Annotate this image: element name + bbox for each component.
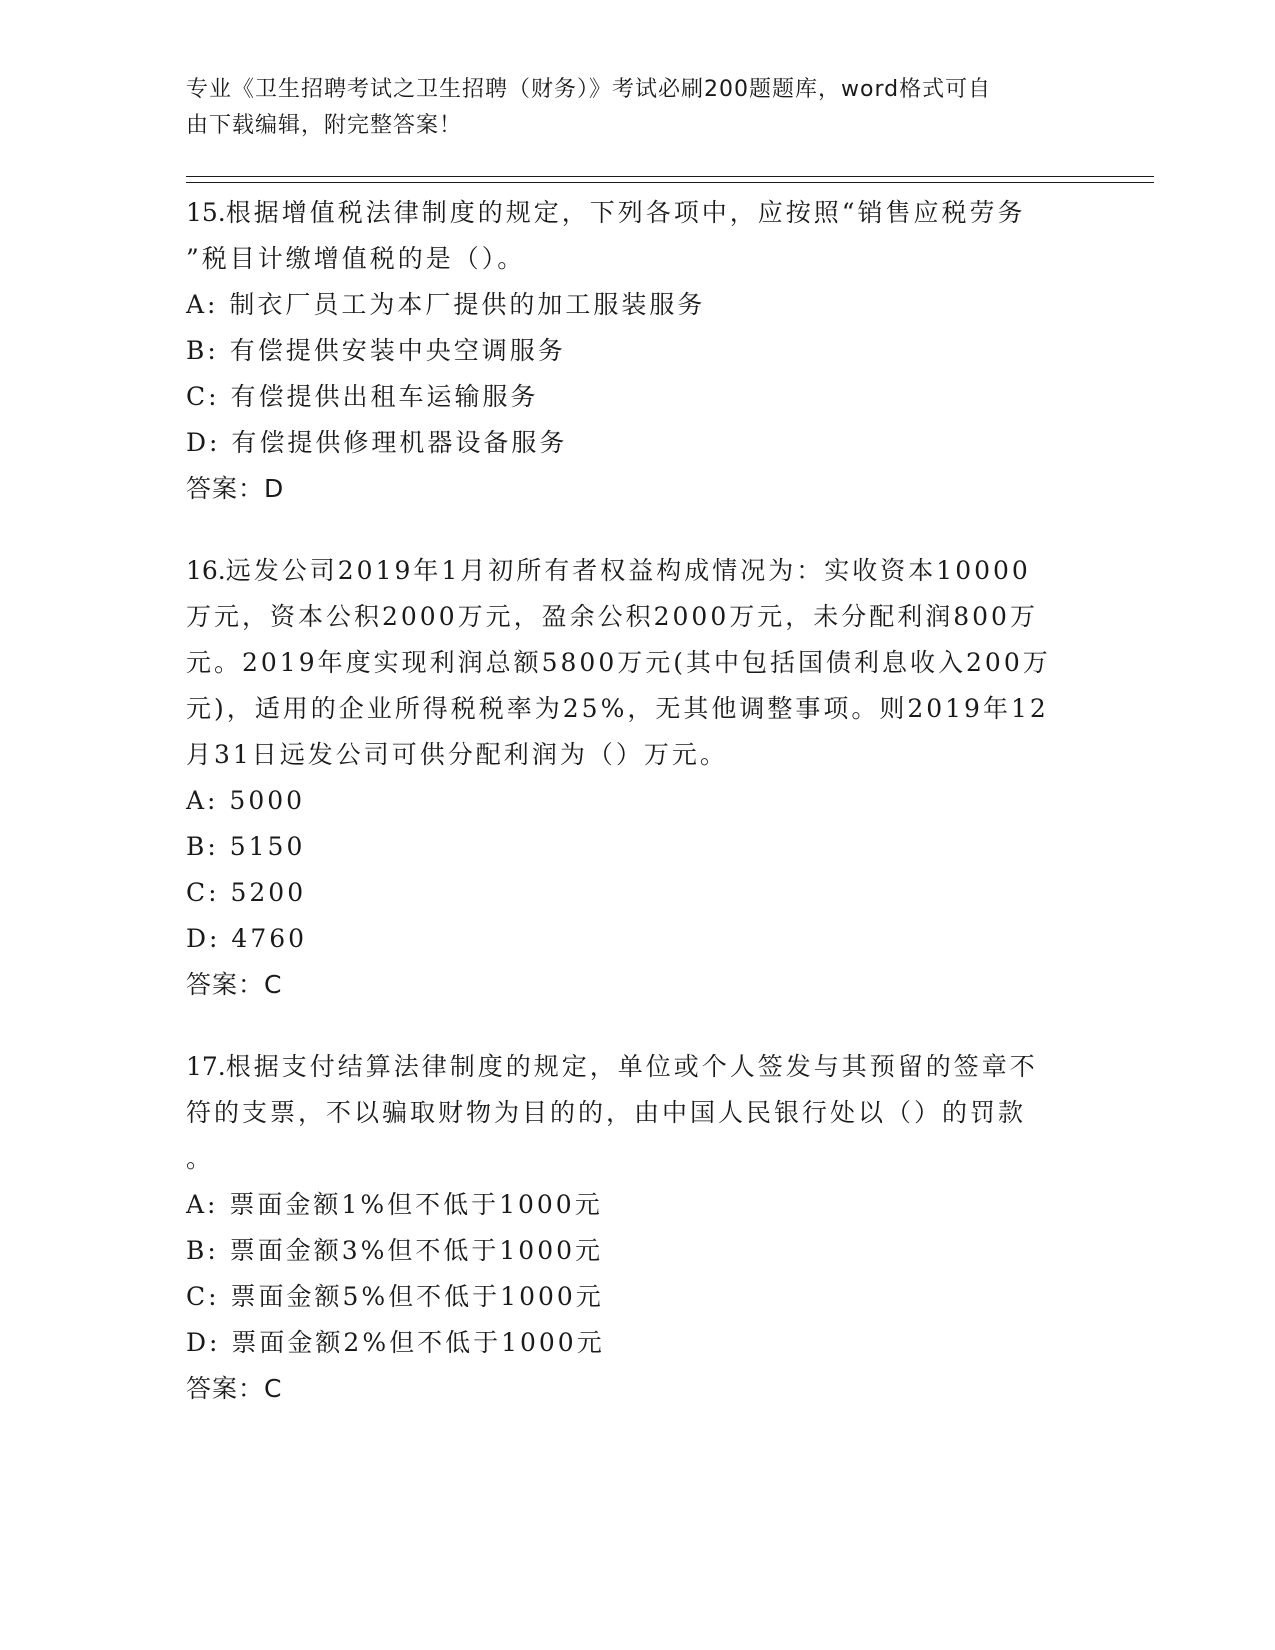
- question-stem-line: 月31日远发公司可供分配利润为（）万元。: [186, 740, 728, 769]
- option-c: C: 5200: [186, 878, 307, 907]
- question-17: [186, 1044, 1086, 1412]
- option-d: D: 4760: [186, 924, 308, 953]
- question-15: [186, 190, 1086, 512]
- question-stem-text: 根据支付结算法律制度的规定，单位或个人签发与其预留的签章不: [225, 1052, 1038, 1081]
- question-stem-line: 元。2019年度实现利润总额5800万元(其中包括国债利息收入200万: [186, 648, 1051, 677]
- option-c: C: 票面金额5%但不低于1000元: [186, 1282, 604, 1311]
- question-stem-line: [186, 548, 1086, 594]
- question-stem-text: 根据增值税法律制度的规定，下列各项中，应按照“销售应税劳务: [225, 198, 1026, 227]
- option-b: B: 有偿提供安装中央空调服务: [186, 336, 566, 365]
- question-stem-line: 符的支票，不以骗取财物为目的的，由中国人民银行处以（）的罚款: [186, 1098, 1027, 1127]
- header-title-line-1: 专业《卫生招聘考试之卫生招聘（财务）》考试必刷200题题库，word格式可自: [186, 77, 992, 102]
- option-a: A: 制衣厂员工为本厂提供的加工服装服务: [186, 290, 706, 319]
- option-c: C: 有偿提供出租车运输服务: [186, 382, 539, 411]
- question-16: [186, 548, 1086, 1008]
- option-d: D: 票面金额2%但不低于1000元: [186, 1328, 605, 1357]
- question-stem-line: [186, 190, 1086, 236]
- question-number: 17.: [186, 1052, 226, 1081]
- option-a: A: 5000: [186, 786, 306, 815]
- question-number: 16.: [186, 556, 226, 585]
- question-stem-line: 。: [186, 1144, 215, 1173]
- answer-label: 答案：D: [186, 474, 285, 503]
- question-number: 15.: [186, 198, 226, 227]
- question-stem-line: 万元，资本公积2000万元，盈余公积2000万元，未分配利润800万: [186, 602, 1038, 631]
- option-b: B: 票面金额3%但不低于1000元: [186, 1236, 604, 1265]
- question-stem-line: ”税目计缴增值税的是（）。: [186, 244, 526, 273]
- question-stem-line: 元)，适用的企业所得税税率为25%，无其他调整事项。则2019年12: [186, 694, 1049, 723]
- option-b: B: 5150: [186, 832, 306, 861]
- option-d: D: 有偿提供修理机器设备服务: [186, 428, 568, 457]
- answer-label: 答案：C: [186, 970, 283, 999]
- document-header: [186, 72, 1066, 144]
- question-stem-line: [186, 1044, 1086, 1090]
- header-divider-top: [186, 176, 1154, 177]
- option-a: A: 票面金额1%但不低于1000元: [186, 1190, 603, 1219]
- header-title-line-2: 由下载编辑，附完整答案！: [186, 113, 463, 138]
- question-list: [186, 190, 1086, 1448]
- header-divider-bottom: [186, 182, 1154, 183]
- answer-label: 答案：C: [186, 1374, 283, 1403]
- question-stem-text: 远发公司2019年1月初所有者权益构成情况为：实收资本10000: [225, 556, 1031, 585]
